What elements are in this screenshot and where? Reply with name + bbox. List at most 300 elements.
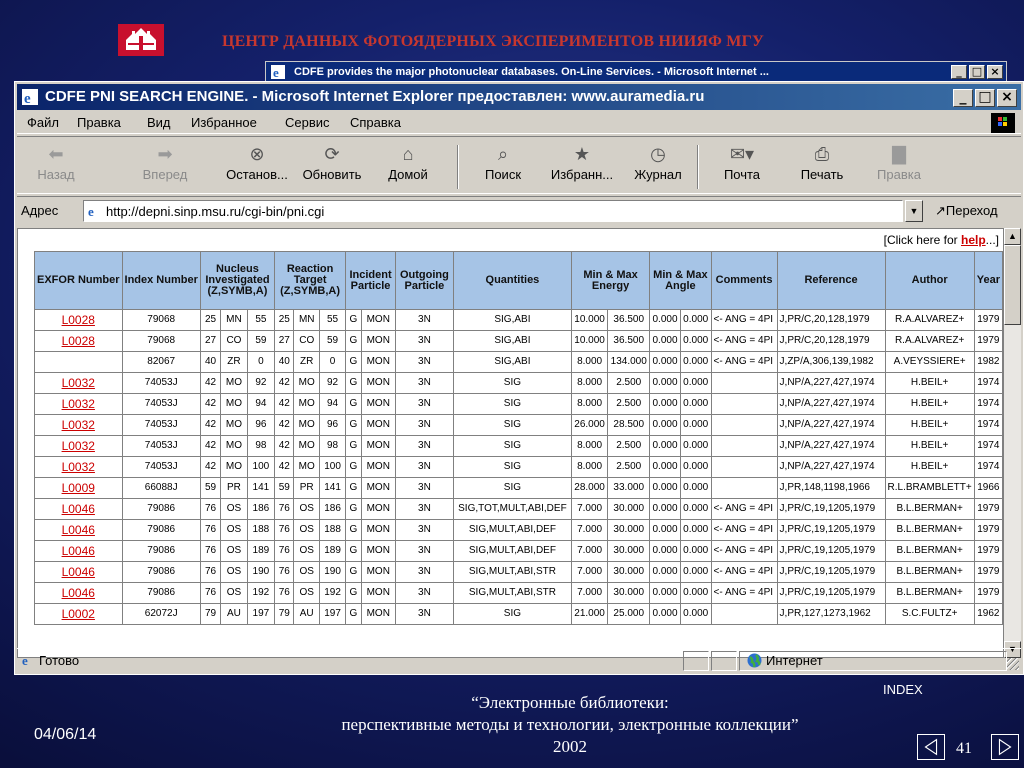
cell-idx: 74053J: [122, 436, 200, 457]
cell-inc: G: [346, 352, 361, 373]
cell-a2: 0.000: [680, 583, 711, 604]
exfor-cell: [35, 394, 123, 415]
cell-ref: J,ZP/A,306,139,1982: [777, 352, 885, 373]
cell-inc: G: [346, 415, 361, 436]
status-bar: [17, 648, 1021, 672]
cell-na: 92: [247, 373, 274, 394]
exfor-link[interactable]: L0046: [61, 564, 95, 579]
cell-nz: 76: [200, 499, 220, 520]
history-icon: ◷: [650, 144, 666, 164]
exfor-link[interactable]: L0046: [61, 522, 95, 537]
search-button[interactable]: ⌕ Поиск: [471, 143, 535, 182]
cell-e2: 25.000: [608, 604, 650, 625]
cell-a1: 0.000: [650, 310, 681, 331]
cell-ref: J,NP/A,227,427,1974: [777, 394, 885, 415]
cell-ref: J,NP/A,227,427,1974: [777, 415, 885, 436]
cell-ts: MO: [294, 373, 319, 394]
cell-tz: 76: [275, 541, 294, 562]
cell-q: SIG,ABI: [453, 331, 571, 352]
exfor-link[interactable]: L0032: [61, 375, 95, 390]
print-icon: ⎙: [814, 144, 830, 164]
cell-auth: B.L.BERMAN+: [885, 583, 974, 604]
cell-outg: 3N: [395, 352, 453, 373]
cell-e2: 30.000: [608, 499, 650, 520]
slide-number: 41: [956, 740, 972, 757]
cell-a2: 0.000: [680, 604, 711, 625]
cell-com: [711, 415, 777, 436]
cell-ns: OS: [221, 541, 248, 562]
cell-tz: 76: [275, 583, 294, 604]
exfor-cell: [35, 541, 123, 562]
menu-help[interactable]: Справка: [350, 115, 401, 130]
cell-a2: 0.000: [680, 541, 711, 562]
cell-com: [711, 373, 777, 394]
cell-nz: 76: [200, 541, 220, 562]
cell-ta: 0: [319, 352, 345, 373]
table-row: [35, 604, 1003, 625]
scroll-thumb[interactable]: [1004, 245, 1021, 325]
cell-ns: AU: [221, 604, 248, 625]
cell-ta: 190: [319, 562, 345, 583]
cell-ref: J,PR/C,20,128,1979: [777, 331, 885, 352]
mail-icon: ✉▾: [729, 144, 755, 164]
cell-a1: 0.000: [650, 541, 681, 562]
cell-e2: 30.000: [608, 583, 650, 604]
cell-outg: 3N: [395, 520, 453, 541]
edit-icon: ▇: [892, 144, 906, 164]
cell-outg: 3N: [395, 415, 453, 436]
cell-inc: G: [346, 541, 361, 562]
cell-na: 141: [247, 478, 274, 499]
menu-favorites[interactable]: Избранное: [191, 115, 257, 130]
cell-na: 190: [247, 562, 274, 583]
cell-ref: J,NP/A,227,427,1974: [777, 457, 885, 478]
cell-ns: MN: [221, 310, 248, 331]
cell-auth: H.BEIL+: [885, 373, 974, 394]
col-year: Year: [974, 252, 1002, 310]
slide-date: 04/06/14: [34, 726, 97, 743]
cell-e2: 30.000: [608, 520, 650, 541]
favorites-button[interactable]: ★ Избранн...: [542, 143, 622, 182]
cell-ref: J,PR/C,19,1205,1979: [777, 541, 885, 562]
browser-window: [14, 81, 1024, 675]
cell-a1: 0.000: [650, 394, 681, 415]
exfor-link[interactable]: L0032: [61, 438, 95, 453]
cell-e2: 30.000: [608, 562, 650, 583]
cell-a2: 0.000: [680, 352, 711, 373]
cell-e1: 8.000: [571, 352, 607, 373]
table-row: [35, 457, 1003, 478]
svg-text:e: e: [273, 65, 279, 79]
cell-ref: J,PR,148,1198,1966: [777, 478, 885, 499]
table-row: [35, 331, 1003, 352]
cell-ref: J,NP/A,227,427,1974: [777, 436, 885, 457]
cell-ta: 92: [319, 373, 345, 394]
close-button[interactable]: ×: [997, 89, 1017, 107]
stop-button[interactable]: ⊗ Останов...: [221, 143, 293, 182]
cell-outg: 3N: [395, 394, 453, 415]
address-input[interactable]: e http://depni.sinp.msu.ru/cgi-bin/pni.cgi: [83, 200, 903, 222]
window-titlebar[interactable]: [17, 84, 1021, 110]
cell-year: 1979: [974, 310, 1002, 331]
cell-com: [711, 436, 777, 457]
cell-nz: 76: [200, 520, 220, 541]
back-button[interactable]: ⬅ Назад: [29, 143, 83, 182]
cell-out: MON: [361, 394, 395, 415]
cell-ns: MO: [221, 457, 248, 478]
cell-e1: 7.000: [571, 499, 607, 520]
cell-outg: 3N: [395, 436, 453, 457]
cell-ta: 188: [319, 520, 345, 541]
cell-com: <- ANG = 4PI: [711, 499, 777, 520]
cell-ns: MO: [221, 415, 248, 436]
cell-com: <- ANG = 4PI: [711, 562, 777, 583]
cell-e1: 7.000: [571, 562, 607, 583]
cell-e1: 21.000: [571, 604, 607, 625]
previous-slide-button[interactable]: [917, 734, 945, 760]
cell-out: MON: [361, 604, 395, 625]
cell-nz: 76: [200, 562, 220, 583]
cell-auth: B.L.BERMAN+: [885, 499, 974, 520]
cell-a2: 0.000: [680, 373, 711, 394]
cell-year: 1982: [974, 352, 1002, 373]
exfor-link[interactable]: L0046: [61, 501, 95, 516]
col-energy: Min & Max Energy: [571, 252, 649, 310]
cell-auth: B.L.BERMAN+: [885, 541, 974, 562]
exfor-link[interactable]: L0032: [61, 459, 95, 474]
exfor-link[interactable]: L0028: [61, 312, 95, 327]
cell-auth: A.VEYSSIERE+: [885, 352, 974, 373]
cell-q: SIG,MULT,ABI,STR: [453, 583, 571, 604]
cell-out: MON: [361, 499, 395, 520]
address-label: Адрес: [21, 203, 59, 218]
cell-a1: 0.000: [650, 604, 681, 625]
menu-tools[interactable]: Сервис: [285, 115, 330, 130]
exfor-link[interactable]: L0009: [61, 480, 95, 495]
cell-a1: 0.000: [650, 520, 681, 541]
favorites-icon: ★: [573, 144, 591, 164]
cell-ta: 100: [319, 457, 345, 478]
cell-year: 1979: [974, 583, 1002, 604]
cell-ts: OS: [294, 520, 319, 541]
window-title: CDFE PNI SEARCH ENGINE. - Microsoft Internet Explorer предоставлен: www.auramedia.ru: [45, 88, 705, 105]
cell-ta: 55: [319, 310, 345, 331]
exfor-cell: [35, 562, 123, 583]
col-comments: Comments: [711, 252, 777, 310]
menu-file[interactable]: Файл: [27, 115, 59, 130]
results-body: [35, 310, 1003, 625]
cell-idx: 79068: [122, 310, 200, 331]
cell-ta: 98: [319, 436, 345, 457]
cell-a2: 0.000: [680, 415, 711, 436]
cell-ns: OS: [221, 562, 248, 583]
cell-a1: 0.000: [650, 499, 681, 520]
status-panel: [683, 651, 709, 671]
cell-tz: 42: [275, 373, 294, 394]
cell-year: 1974: [974, 394, 1002, 415]
exfor-cell: [35, 520, 123, 541]
history-button[interactable]: ◷ Журнал: [627, 143, 689, 182]
exfor-cell: [35, 499, 123, 520]
cell-out: MON: [361, 331, 395, 352]
cell-a1: 0.000: [650, 562, 681, 583]
cell-q: SIG,MULT,ABI,DEF: [453, 520, 571, 541]
slide-title: ЦЕНТР ДАННЫХ ФОТОЯДЕРНЫХ ЭКСПЕРИМЕНТОВ НИИЯФ МГУ: [222, 33, 764, 50]
cell-idx: 66088J: [122, 478, 200, 499]
cell-a1: 0.000: [650, 457, 681, 478]
cell-tz: 76: [275, 499, 294, 520]
cell-tz: 76: [275, 562, 294, 583]
cell-ref: J,PR/C,19,1205,1979: [777, 520, 885, 541]
cell-outg: 3N: [395, 457, 453, 478]
cell-ns: MO: [221, 394, 248, 415]
table-row: [35, 436, 1003, 457]
cell-ns: MO: [221, 373, 248, 394]
next-slide-button[interactable]: [991, 734, 1019, 760]
cell-nz: 42: [200, 373, 220, 394]
exfor-link[interactable]: L0028: [61, 333, 95, 348]
cell-year: 1979: [974, 499, 1002, 520]
cell-out: MON: [361, 310, 395, 331]
ie-page-icon: [21, 653, 35, 667]
cell-a2: 0.000: [680, 394, 711, 415]
cell-e2: 36.500: [608, 331, 650, 352]
cell-ta: 197: [319, 604, 345, 625]
close-button[interactable]: ×: [987, 65, 1003, 79]
maximize-button[interactable]: □: [975, 89, 995, 107]
exfor-link[interactable]: L0046: [61, 585, 95, 600]
cell-year: 1979: [974, 541, 1002, 562]
cell-q: SIG: [453, 394, 571, 415]
windows-logo-icon: [991, 113, 1015, 133]
cell-e2: 2.500: [608, 457, 650, 478]
cell-auth: R.A.ALVAREZ+: [885, 331, 974, 352]
col-incident: Incident Particle: [346, 252, 396, 310]
cell-out: MON: [361, 457, 395, 478]
cell-com: <- ANG = 4PI: [711, 541, 777, 562]
cell-inc: G: [346, 331, 361, 352]
cell-inc: G: [346, 457, 361, 478]
cell-a2: 0.000: [680, 499, 711, 520]
cell-e1: 10.000: [571, 310, 607, 331]
col-author: Author: [885, 252, 974, 310]
status-text: e Готово: [22, 653, 80, 668]
page-content: [17, 228, 1004, 658]
cell-ts: AU: [294, 604, 319, 625]
cell-ts: MO: [294, 436, 319, 457]
cell-na: 98: [247, 436, 274, 457]
cell-e2: 36.500: [608, 310, 650, 331]
cell-tz: 59: [275, 478, 294, 499]
cell-na: 96: [247, 415, 274, 436]
cell-idx: 79086: [122, 583, 200, 604]
toolbar: [17, 136, 1021, 194]
cell-a1: 0.000: [650, 331, 681, 352]
cell-ta: 192: [319, 583, 345, 604]
cell-na: 55: [247, 310, 274, 331]
cell-com: [711, 604, 777, 625]
cell-a1: 0.000: [650, 436, 681, 457]
cell-idx: 79086: [122, 541, 200, 562]
cell-q: SIG: [453, 604, 571, 625]
exfor-cell: [35, 457, 123, 478]
cell-inc: G: [346, 310, 361, 331]
search-icon: ⌕: [497, 144, 509, 164]
cell-e1: 7.000: [571, 520, 607, 541]
exfor-cell: [35, 415, 123, 436]
cell-out: MON: [361, 583, 395, 604]
resize-grip[interactable]: [1007, 658, 1019, 670]
maximize-button[interactable]: □: [969, 65, 985, 79]
col-angle: Min & Max Angle: [650, 252, 711, 310]
cell-a2: 0.000: [680, 436, 711, 457]
cell-ref: J,PR/C,20,128,1979: [777, 310, 885, 331]
refresh-button[interactable]: ⟳ Обновить: [297, 143, 367, 182]
minimize-button[interactable]: _: [951, 65, 967, 79]
cell-tz: 25: [275, 310, 294, 331]
cell-idx: 79086: [122, 499, 200, 520]
exfor-cell: [35, 331, 123, 352]
cell-inc: G: [346, 394, 361, 415]
cell-year: 1962: [974, 604, 1002, 625]
cell-e1: 26.000: [571, 415, 607, 436]
back-arrow-icon: ⬅: [48, 144, 64, 164]
cell-auth: H.BEIL+: [885, 394, 974, 415]
forward-button[interactable]: ➡ Вперед: [137, 143, 193, 182]
cell-tz: 40: [275, 352, 294, 373]
cell-idx: 74053J: [122, 373, 200, 394]
cell-ts: MO: [294, 457, 319, 478]
cell-outg: 3N: [395, 562, 453, 583]
vertical-scrollbar[interactable]: [1004, 228, 1021, 658]
address-dropdown-button[interactable]: ▼: [905, 200, 923, 222]
cell-e2: 2.500: [608, 394, 650, 415]
cell-tz: 42: [275, 415, 294, 436]
exfor-link[interactable]: L0032: [61, 396, 95, 411]
cell-e1: 10.000: [571, 331, 607, 352]
scroll-down-button[interactable]: ▼: [1004, 641, 1021, 658]
menu-edit[interactable]: Правка: [77, 115, 121, 130]
cell-auth: H.BEIL+: [885, 457, 974, 478]
exfor-link[interactable]: L0002: [61, 606, 95, 621]
table-row: [35, 394, 1003, 415]
cell-year: 1979: [974, 562, 1002, 583]
cell-year: 1979: [974, 331, 1002, 352]
cell-q: SIG,TOT,MULT,ABI,DEF: [453, 499, 571, 520]
table-row: [35, 352, 1003, 373]
status-panel: [711, 651, 737, 671]
cell-nz: 42: [200, 457, 220, 478]
stop-icon: ⊗: [249, 144, 265, 164]
cell-a2: 0.000: [680, 457, 711, 478]
ie-icon: [271, 65, 285, 79]
cell-ta: 94: [319, 394, 345, 415]
cell-tz: 42: [275, 394, 294, 415]
cell-q: SIG: [453, 478, 571, 499]
col-quantities: Quantities: [453, 252, 571, 310]
cell-nz: 79: [200, 604, 220, 625]
cell-out: MON: [361, 415, 395, 436]
col-nucleus: Nucleus Investigated (Z,SYMB,A): [200, 252, 274, 310]
cell-e1: 8.000: [571, 436, 607, 457]
cell-ta: 141: [319, 478, 345, 499]
cell-ta: 59: [319, 331, 345, 352]
help-link[interactable]: help: [960, 233, 986, 247]
refresh-icon: ⟳: [324, 144, 340, 164]
cell-auth: H.BEIL+: [885, 436, 974, 457]
cell-idx: 74053J: [122, 457, 200, 478]
cell-idx: 74053J: [122, 394, 200, 415]
exfor-link[interactable]: L0046: [61, 543, 95, 558]
home-button[interactable]: ⌂ Домой: [373, 143, 443, 182]
cell-year: 1974: [974, 415, 1002, 436]
cell-e1: 8.000: [571, 394, 607, 415]
cell-q: SIG: [453, 457, 571, 478]
cell-com: <- ANG = 4PI: [711, 583, 777, 604]
cell-e2: 33.000: [608, 478, 650, 499]
toolbar-separator: [457, 145, 459, 189]
exfor-link[interactable]: L0032: [61, 417, 95, 432]
exfor-cell: [35, 436, 123, 457]
table-row: [35, 499, 1003, 520]
edit-button[interactable]: ▇ Правка: [869, 143, 929, 182]
cell-e1: 7.000: [571, 541, 607, 562]
cell-out: MON: [361, 436, 395, 457]
cell-ts: PR: [294, 478, 319, 499]
mail-button[interactable]: ✉▾ Почта: [711, 143, 773, 182]
cell-na: 197: [247, 604, 274, 625]
exfor-cell: [35, 478, 123, 499]
cell-nz: 42: [200, 415, 220, 436]
cell-a2: 0.000: [680, 478, 711, 499]
toolbar-separator: [697, 145, 699, 189]
cell-ref: J,PR/C,19,1205,1979: [777, 499, 885, 520]
cell-na: 189: [247, 541, 274, 562]
menu-bar: [17, 112, 1021, 134]
cell-year: 1974: [974, 373, 1002, 394]
cell-nz: 25: [200, 310, 220, 331]
cell-na: 100: [247, 457, 274, 478]
cell-a1: 0.000: [650, 478, 681, 499]
cell-a2: 0.000: [680, 310, 711, 331]
cell-com: <- ANG = 4PI: [711, 352, 777, 373]
help-note: [Click here for help...]: [883, 233, 999, 247]
cell-q: SIG,MULT,ABI,STR: [453, 562, 571, 583]
index-link[interactable]: INDEX: [883, 682, 923, 697]
cell-idx: 79068: [122, 331, 200, 352]
cell-ns: PR: [221, 478, 248, 499]
cell-auth: S.C.FULTZ+: [885, 604, 974, 625]
minimize-button[interactable]: _: [953, 89, 973, 107]
cell-ts: MO: [294, 415, 319, 436]
go-button[interactable]: ↗Переход: [935, 203, 998, 218]
cell-q: SIG,MULT,ABI,DEF: [453, 541, 571, 562]
menu-view[interactable]: Вид: [147, 115, 171, 130]
scroll-up-button[interactable]: ▲: [1004, 228, 1021, 245]
cell-auth: B.L.BERMAN+: [885, 562, 974, 583]
background-browser-window[interactable]: [265, 61, 1007, 83]
cell-com: [711, 478, 777, 499]
exfor-cell: [35, 583, 123, 604]
print-button[interactable]: ⎙ Печать: [787, 143, 857, 182]
cell-out: MON: [361, 541, 395, 562]
cell-na: 0: [247, 352, 274, 373]
cell-ta: 186: [319, 499, 345, 520]
cell-outg: 3N: [395, 310, 453, 331]
cell-outg: 3N: [395, 478, 453, 499]
cell-na: 59: [247, 331, 274, 352]
cell-outg: 3N: [395, 499, 453, 520]
